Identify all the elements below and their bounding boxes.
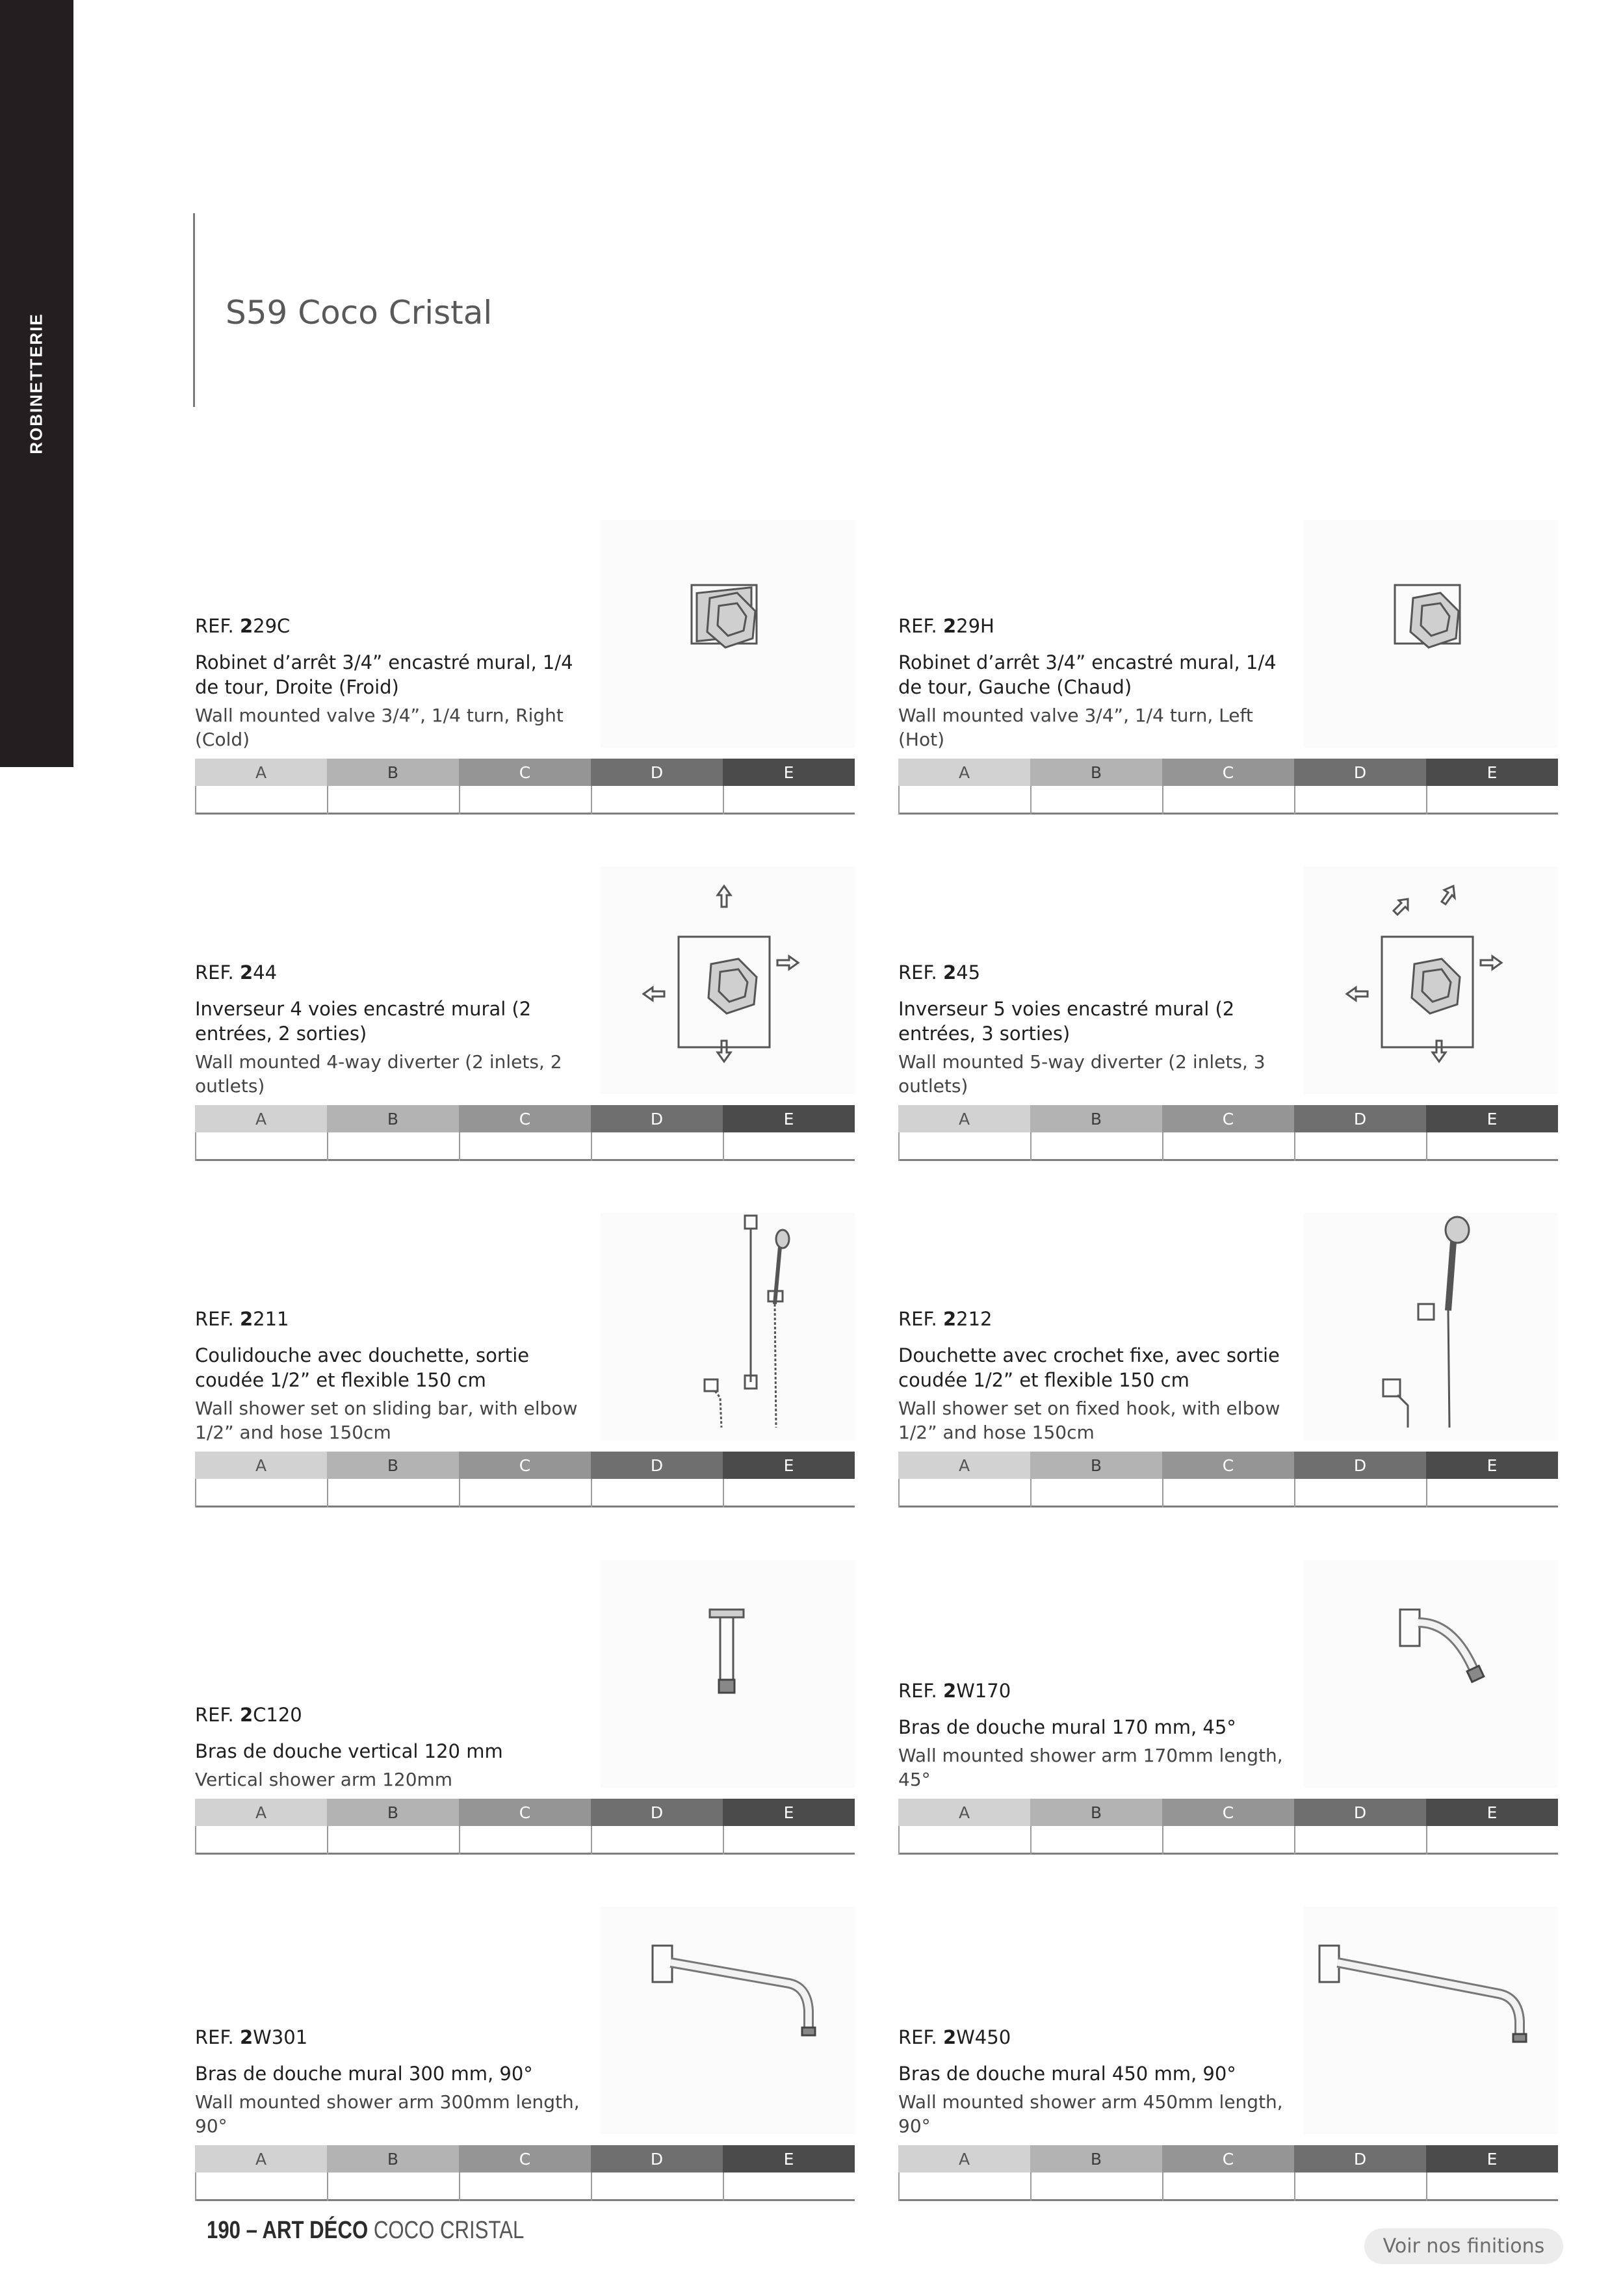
description-fr: Bras de douche mural 170 mm, 45° [898, 1716, 1236, 1738]
finish-b: B [327, 1105, 459, 1132]
finish-d: D [591, 1452, 723, 1479]
section-tab [0, 0, 73, 767]
product-image [601, 1560, 855, 1788]
description-en: Wall shower set on sliding bar, with elbow 1/2” and hose 150cm [195, 1398, 578, 1443]
description-fr: Bras de douche mural 450 mm, 90° [898, 2063, 1236, 2085]
finish-c: C [1162, 1799, 1294, 1826]
product-ref: REF. 245 [898, 961, 981, 984]
product-ref: REF. 2W301 [195, 2026, 308, 2048]
finish-b: B [1030, 1452, 1162, 1479]
finish-e: E [1426, 1799, 1558, 1826]
finish-d: D [591, 1799, 723, 1826]
finish-c: C [459, 2145, 591, 2172]
title-divider [193, 213, 195, 407]
finish-c: C [459, 759, 591, 786]
description-fr: Douchette avec crochet fixe, avec sortie coudée 1/2” et flexible 150 cm [898, 1344, 1280, 1391]
description-en: Wall mounted shower arm 450mm length, 90° [898, 2091, 1283, 2137]
finish-e: E [1426, 2145, 1558, 2172]
finish-c: C [1162, 1105, 1294, 1132]
description-en: Wall shower set on fixed hook, with elbow 1/2” and hose 150cm [898, 1398, 1280, 1443]
finishes-table [195, 2145, 855, 2201]
product-card [195, 1213, 855, 1512]
product-image [601, 867, 855, 1094]
finishes-table [898, 1452, 1558, 1507]
series-title: S59 Coco Cristal [226, 294, 493, 332]
finish-e: E [723, 1105, 855, 1132]
product-text [195, 615, 585, 751]
finish-a: A [898, 2145, 1030, 2172]
finishes-row [898, 786, 1558, 815]
diverter-5-way-icon [1304, 867, 1558, 1094]
product-image [1304, 867, 1558, 1094]
section-tab-label: ROBINETTERIE [26, 313, 46, 454]
product-ref: REF. 229H [898, 615, 994, 637]
product-text [898, 2026, 1288, 2138]
see-finishes-button[interactable]: Voir nos finitions [1364, 2228, 1563, 2264]
finishes-row [195, 786, 855, 815]
finishes-table [195, 1105, 855, 1161]
product-card [898, 1907, 1558, 2206]
product-ref: REF. 2C120 [195, 1704, 302, 1726]
finish-a: A [195, 1799, 327, 1826]
finish-a: A [195, 2145, 327, 2172]
page-footer-title: 190 – ART DÉCO COCO CRISTAL [207, 2217, 525, 2244]
product-card [898, 520, 1558, 819]
product-ref: REF. 2211 [195, 1308, 289, 1330]
finish-b: B [1030, 2145, 1162, 2172]
finish-a: A [898, 1452, 1030, 1479]
finish-d: D [591, 1105, 723, 1132]
sliding-bar-shower-icon [601, 1213, 855, 1441]
finishes-table [195, 1799, 855, 1855]
finish-b: B [1030, 1799, 1162, 1826]
finishes-table [898, 2145, 1558, 2201]
finish-d: D [591, 759, 723, 786]
product-text [195, 1308, 585, 1444]
finishes-row [195, 2172, 855, 2201]
finishes-table [898, 1105, 1558, 1161]
finishes-table [898, 759, 1558, 815]
finish-a: A [898, 1105, 1030, 1132]
product-image [1304, 1907, 1558, 2134]
product-text [898, 1308, 1288, 1444]
finish-c: C [1162, 759, 1294, 786]
product-card [195, 867, 855, 1166]
finishes-header [195, 1452, 855, 1479]
finishes-table [195, 1452, 855, 1507]
product-card [898, 867, 1558, 1166]
description-en: Wall mounted valve 3/4”, 1/4 turn, Left (Hot) [898, 705, 1253, 750]
finishes-row [898, 1479, 1558, 1507]
description-en: Wall mounted 4-way diverter (2 inlets, 2 outlets) [195, 1051, 562, 1097]
product-image [601, 1213, 855, 1441]
finish-d: D [1294, 759, 1426, 786]
finishes-row [195, 1826, 855, 1855]
finishes-header [898, 759, 1558, 786]
finish-d: D [1294, 1452, 1426, 1479]
finishes-header [898, 1799, 1558, 1826]
finishes-table [195, 759, 855, 815]
finish-e: E [723, 1452, 855, 1479]
finish-c: C [1162, 2145, 1294, 2172]
finish-c: C [459, 1105, 591, 1132]
description-en: Wall mounted shower arm 170mm length, 45° [898, 1745, 1283, 1790]
finishes-row [898, 1826, 1558, 1855]
description-en: Vertical shower arm 120mm [195, 1769, 453, 1790]
product-ref: REF. 2212 [898, 1308, 993, 1330]
description-fr: Bras de douche mural 300 mm, 90° [195, 2063, 533, 2085]
description-en: Wall mounted shower arm 300mm length, 90° [195, 2091, 580, 2137]
description-fr: Robinet d’arrêt 3/4” encastré mural, 1/4 de tour, Droite (Froid) [195, 651, 573, 698]
vertical-shower-arm-icon [601, 1560, 855, 1788]
product-card [898, 1560, 1558, 1859]
product-text [898, 615, 1288, 751]
product-image [1304, 1560, 1558, 1788]
hand-shower-hook-icon [1304, 1213, 1558, 1441]
product-text [195, 1704, 585, 1792]
product-image [1304, 1213, 1558, 1441]
finish-d: D [1294, 1799, 1426, 1826]
finishes-header [898, 1105, 1558, 1132]
product-text [898, 1680, 1288, 1792]
product-text [898, 961, 1288, 1098]
finishes-header [195, 759, 855, 786]
finishes-header [195, 2145, 855, 2172]
shower-arm-45-icon [1304, 1560, 1558, 1788]
finish-b: B [1030, 1105, 1162, 1132]
finishes-header [195, 1105, 855, 1132]
finish-a: A [195, 1452, 327, 1479]
description-en: Wall mounted valve 3/4”, 1/4 turn, Right (Cold) [195, 705, 564, 750]
description-fr: Robinet d’arrêt 3/4” encastré mural, 1/4 de tour, Gauche (Chaud) [898, 651, 1277, 698]
product-text [195, 2026, 585, 2138]
finish-c: C [459, 1799, 591, 1826]
finish-d: D [1294, 1105, 1426, 1132]
finish-e: E [723, 759, 855, 786]
product-image [1304, 520, 1558, 748]
finish-e: E [723, 1799, 855, 1826]
description-fr: Bras de douche vertical 120 mm [195, 1740, 503, 1762]
finishes-row [195, 1132, 855, 1161]
finish-a: A [195, 759, 327, 786]
product-image [601, 520, 855, 748]
finish-a: A [898, 1799, 1030, 1826]
product-text [195, 961, 585, 1098]
product-image [601, 1907, 855, 2134]
finish-b: B [327, 1452, 459, 1479]
diverter-4-way-icon [601, 867, 855, 1094]
product-ref: REF. 2W450 [898, 2026, 1011, 2048]
finish-a: A [195, 1105, 327, 1132]
finish-e: E [723, 2145, 855, 2172]
finish-c: C [459, 1452, 591, 1479]
finishes-row [898, 1132, 1558, 1161]
product-ref: REF. 244 [195, 961, 278, 984]
product-card [195, 1907, 855, 2206]
finish-a: A [898, 759, 1030, 786]
product-card [195, 1560, 855, 1859]
description-en: Wall mounted 5-way diverter (2 inlets, 3 outlets) [898, 1051, 1266, 1097]
finishes-header [898, 1452, 1558, 1479]
description-fr: Inverseur 5 voies encastré mural (2 entrées, 3 sorties) [898, 998, 1235, 1045]
finishes-header [898, 2145, 1558, 2172]
description-fr: Inverseur 4 voies encastré mural (2 entrées, 2 sorties) [195, 998, 532, 1045]
product-ref: REF. 2W170 [898, 1680, 1011, 1702]
finishes-table [898, 1799, 1558, 1855]
valve-icon [601, 520, 855, 748]
finish-b: B [1030, 759, 1162, 786]
finishes-row [898, 2172, 1558, 2201]
product-card [898, 1213, 1558, 1512]
shower-arm-90-long-icon [1304, 1907, 1558, 2134]
finishes-row [195, 1479, 855, 1507]
finish-b: B [327, 759, 459, 786]
valve-icon [1304, 520, 1558, 748]
description-fr: Coulidouche avec douchette, sortie coudée 1/2” et flexible 150 cm [195, 1344, 530, 1391]
finish-e: E [1426, 1452, 1558, 1479]
finish-e: E [1426, 759, 1558, 786]
finish-e: E [1426, 1105, 1558, 1132]
finish-d: D [591, 2145, 723, 2172]
finish-b: B [327, 1799, 459, 1826]
finishes-header [195, 1799, 855, 1826]
finish-d: D [1294, 2145, 1426, 2172]
finish-b: B [327, 2145, 459, 2172]
product-card [195, 520, 855, 819]
product-ref: REF. 229C [195, 615, 291, 637]
shower-arm-90-icon [601, 1907, 855, 2134]
finish-c: C [1162, 1452, 1294, 1479]
